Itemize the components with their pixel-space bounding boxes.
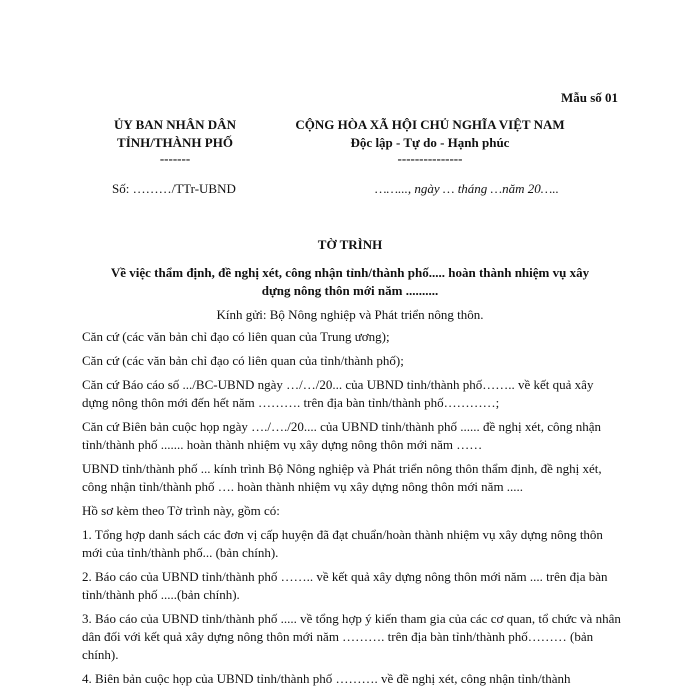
issuing-authority <box>100 116 250 166</box>
document-number: Số: ………/TTr-UBND <box>112 181 236 196</box>
body-paragraph: Căn cứ Biên bản cuộc họp ngày …./…./20.... của UBND tỉnh/thành phố ...... đề nghị xét, công nhận tỉnh/thành phố ....... hoàn thành nhiệm vụ xây dựng nông thôn mới năm …… <box>82 419 602 452</box>
recipient-line: Kính gửi: Bộ Nông nghiệp và Phát triển nông thôn. <box>216 307 484 322</box>
national-header <box>265 116 595 166</box>
country-name: CỘNG HÒA XÃ HỘI CHỦ NGHĨA VIỆT NAM <box>295 117 565 132</box>
attachment-item: 2. Báo cáo của UBND tỉnh/thành phố …….. về kết quả xây dựng nông thôn mới năm .... trên địa bàn tỉnh/thành phố .....(bản chính). <box>82 569 608 602</box>
attachment-item: 1. Tổng hợp danh sách các đơn vị cấp huyện đã đạt chuẩn/hoàn thành nhiệm vụ xây dựng nông thôn mới của tỉnh/thành phố... (bản chính). <box>82 527 603 560</box>
national-motto: Độc lập - Tự do - Hạnh phúc <box>350 135 510 150</box>
body-paragraph: Căn cứ (các văn bản chỉ đạo có liên quan của tỉnh/thành phố); <box>82 353 404 368</box>
form-code: Mẫu số 01 <box>560 90 618 105</box>
body-paragraph: UBND tỉnh/thành phố ... kính trình Bộ Nông nghiệp và Phát triển nông thôn thẩm định, đề nghị xét, công nhận tỉnh/thành phố …. hoàn thành nhiệm vụ xây dựng nông thôn mới năm ..... <box>82 461 602 494</box>
place-and-date: ……..., ngày … tháng …năm 20….. <box>375 181 559 196</box>
document-subject: Về việc thẩm định, đề nghị xét, công nhận tỉnh/thành phố..... hoàn thành nhiệm vụ xây dựng nông thôn mới năm .......... <box>110 265 590 298</box>
attachment-item: 4. Biên bản cuộc họp của UBND tỉnh/thành phố ………. về đề nghị xét, công nhận tỉnh/thành <box>82 671 571 686</box>
authority-line-2: TỈNH/THÀNH PHỐ <box>117 135 233 150</box>
body-paragraph: Căn cứ (các văn bản chỉ đạo có liên quan của Trung ương); <box>82 329 390 344</box>
motto-divider: --------------- <box>397 151 463 166</box>
attachment-item: 3. Báo cáo của UBND tỉnh/thành phố ..... về tổng hợp ý kiến tham gia của các cơ quan, tổ chức và nhân dân đối với kết quả xây dựng nông thôn mới năm ………. trên địa bàn tỉnh/thành phố……… (bản chính). <box>82 611 621 662</box>
authority-divider: ------- <box>159 151 191 166</box>
document-title: TỜ TRÌNH <box>317 237 383 252</box>
authority-line-1: ỦY BAN NHÂN DÂN <box>114 117 236 132</box>
body-paragraph: Hồ sơ kèm theo Tờ trình này, gồm có: <box>82 503 280 518</box>
document-body <box>82 328 622 694</box>
body-paragraph: Căn cứ Báo cáo số .../BC-UBND ngày …/…/20... của UBND tỉnh/thành phố…….. về kết quả xây dựng nông thôn mới đến hết năm ………. trên địa bàn tỉnh/thành phố…………; <box>82 377 594 410</box>
